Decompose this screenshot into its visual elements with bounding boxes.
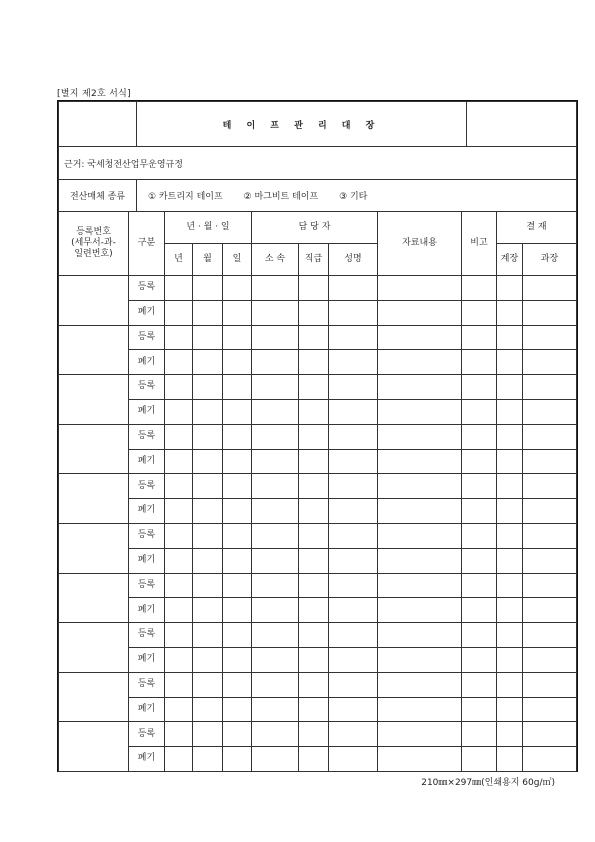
month-cell[interactable]: [193, 325, 223, 350]
manager-sign-cell[interactable]: [523, 722, 577, 747]
year-cell[interactable]: [165, 350, 193, 375]
year-cell[interactable]: [165, 573, 193, 598]
division-register-label: 등록: [129, 722, 165, 747]
table-row: [59, 300, 577, 325]
manager-sign-cell[interactable]: [523, 276, 577, 301]
chief-sign-cell[interactable]: [497, 325, 523, 350]
blank-left-cell: [59, 102, 137, 147]
reg-no-cell[interactable]: [59, 375, 129, 425]
chief-sign-cell[interactable]: [497, 300, 523, 325]
content-cell[interactable]: [378, 647, 462, 672]
name-cell[interactable]: [329, 523, 378, 548]
division-register-label: 등록: [129, 474, 165, 499]
year-cell[interactable]: [165, 276, 193, 301]
header-content: 자료내용: [378, 212, 462, 276]
month-cell[interactable]: [193, 623, 223, 648]
month-cell[interactable]: [193, 598, 223, 623]
chief-sign-cell[interactable]: [497, 523, 523, 548]
rank-cell[interactable]: [299, 647, 329, 672]
manager-sign-cell[interactable]: [523, 523, 577, 548]
manager-sign-cell[interactable]: [523, 499, 577, 524]
reg-no-cell[interactable]: [59, 722, 129, 772]
remark-cell[interactable]: [462, 523, 497, 548]
division-register-label: 등록: [129, 276, 165, 301]
table-row: [59, 474, 577, 499]
day-cell[interactable]: [223, 697, 252, 722]
table-row: [59, 523, 577, 548]
reg-no-cell[interactable]: [59, 623, 129, 673]
paper-spec-note: 210㎜×297㎜(인쇄용지 60g/㎡): [421, 778, 555, 788]
remark-cell[interactable]: [462, 449, 497, 474]
name-cell[interactable]: [329, 548, 378, 573]
rank-cell[interactable]: [299, 399, 329, 424]
chief-sign-cell[interactable]: [497, 722, 523, 747]
manager-sign-cell[interactable]: [523, 399, 577, 424]
year-cell[interactable]: [165, 523, 193, 548]
name-cell[interactable]: [329, 672, 378, 697]
remark-cell[interactable]: [462, 647, 497, 672]
content-cell[interactable]: [378, 548, 462, 573]
remark-cell[interactable]: [462, 573, 497, 598]
dept-cell[interactable]: [252, 623, 299, 648]
table-row: [59, 697, 577, 722]
manager-sign-cell[interactable]: [523, 325, 577, 350]
month-cell[interactable]: [193, 697, 223, 722]
day-cell[interactable]: [223, 300, 252, 325]
reg-no-cell[interactable]: [59, 325, 129, 375]
header-reg-no-sub1: (세무서-과-: [71, 237, 116, 248]
rank-cell[interactable]: [299, 523, 329, 548]
name-cell[interactable]: [329, 623, 378, 648]
day-cell[interactable]: [223, 647, 252, 672]
table-row: [59, 399, 577, 424]
division-dispose-label: 폐기: [129, 300, 165, 325]
chief-sign-cell[interactable]: [497, 623, 523, 648]
reg-no-cell[interactable]: [59, 573, 129, 623]
header-day: 일: [223, 244, 252, 276]
reg-no-cell[interactable]: [59, 424, 129, 474]
division-register-label: 등록: [129, 672, 165, 697]
day-cell[interactable]: [223, 350, 252, 375]
year-cell[interactable]: [165, 647, 193, 672]
chief-sign-cell[interactable]: [497, 747, 523, 772]
month-cell[interactable]: [193, 375, 223, 400]
manager-sign-cell[interactable]: [523, 300, 577, 325]
dept-cell[interactable]: [252, 548, 299, 573]
manager-sign-cell[interactable]: [523, 375, 577, 400]
content-cell[interactable]: [378, 747, 462, 772]
rank-cell[interactable]: [299, 722, 329, 747]
remark-cell[interactable]: [462, 598, 497, 623]
header-reg-no-label: 등록번호: [76, 226, 111, 237]
dept-cell[interactable]: [252, 399, 299, 424]
day-cell[interactable]: [223, 424, 252, 449]
year-cell[interactable]: [165, 449, 193, 474]
division-dispose-label: 폐기: [129, 499, 165, 524]
chief-sign-cell[interactable]: [497, 449, 523, 474]
remark-cell[interactable]: [462, 672, 497, 697]
rank-cell[interactable]: [299, 300, 329, 325]
day-cell[interactable]: [223, 722, 252, 747]
rank-cell[interactable]: [299, 350, 329, 375]
remark-cell[interactable]: [462, 722, 497, 747]
day-cell[interactable]: [223, 375, 252, 400]
table-row: [59, 672, 577, 697]
reg-no-cell[interactable]: [59, 276, 129, 326]
table-row: [59, 276, 577, 301]
name-cell[interactable]: [329, 300, 378, 325]
remark-cell[interactable]: [462, 350, 497, 375]
dept-cell[interactable]: [252, 499, 299, 524]
header-person: 담 당 자: [252, 212, 378, 244]
name-cell[interactable]: [329, 424, 378, 449]
media-type-label: 전산매체 종류: [59, 180, 137, 212]
dept-cell[interactable]: [252, 672, 299, 697]
manager-sign-cell[interactable]: [523, 548, 577, 573]
dept-cell[interactable]: [252, 747, 299, 772]
table-row: [59, 598, 577, 623]
year-cell[interactable]: [165, 399, 193, 424]
year-cell[interactable]: [165, 474, 193, 499]
content-cell[interactable]: [378, 350, 462, 375]
content-cell[interactable]: [378, 375, 462, 400]
day-cell[interactable]: [223, 548, 252, 573]
day-cell[interactable]: [223, 623, 252, 648]
month-cell[interactable]: [193, 276, 223, 301]
blank-right-cell: [467, 102, 577, 147]
table-row: [59, 499, 577, 524]
chief-sign-cell[interactable]: [497, 276, 523, 301]
header-chief: 계장: [497, 244, 523, 276]
header-division: 구분: [129, 212, 165, 276]
year-cell[interactable]: [165, 325, 193, 350]
month-cell[interactable]: [193, 474, 223, 499]
month-cell[interactable]: [193, 647, 223, 672]
day-cell[interactable]: [223, 747, 252, 772]
remark-cell[interactable]: [462, 499, 497, 524]
month-cell[interactable]: [193, 350, 223, 375]
dept-cell[interactable]: [252, 697, 299, 722]
remark-cell[interactable]: [462, 548, 497, 573]
manager-sign-cell[interactable]: [523, 573, 577, 598]
basis-text: 근거: 국세청전산업무운영규정: [59, 147, 577, 180]
name-cell[interactable]: [329, 722, 378, 747]
media-type-options: [137, 180, 577, 212]
reg-no-cell[interactable]: [59, 474, 129, 524]
chief-sign-cell[interactable]: [497, 375, 523, 400]
name-cell[interactable]: [329, 276, 378, 301]
division-register-label: 등록: [129, 375, 165, 400]
table-row: [59, 722, 577, 747]
remark-cell[interactable]: [462, 375, 497, 400]
chief-sign-cell[interactable]: [497, 424, 523, 449]
content-cell[interactable]: [378, 499, 462, 524]
dept-cell[interactable]: [252, 523, 299, 548]
year-cell[interactable]: [165, 623, 193, 648]
remark-cell[interactable]: [462, 474, 497, 499]
name-cell[interactable]: [329, 747, 378, 772]
name-cell[interactable]: [329, 375, 378, 400]
manager-sign-cell[interactable]: [523, 747, 577, 772]
header-year: 년: [165, 244, 193, 276]
year-cell[interactable]: [165, 722, 193, 747]
year-cell[interactable]: [165, 424, 193, 449]
remark-cell[interactable]: [462, 300, 497, 325]
remark-cell[interactable]: [462, 276, 497, 301]
header-approval: 결 재: [497, 212, 577, 244]
header-reg-no: [59, 212, 129, 276]
content-cell[interactable]: [378, 573, 462, 598]
month-cell[interactable]: [193, 672, 223, 697]
name-cell[interactable]: [329, 499, 378, 524]
year-cell[interactable]: [165, 672, 193, 697]
month-cell[interactable]: [193, 747, 223, 772]
table-row: [59, 424, 577, 449]
form-header-table: [58, 101, 577, 212]
name-cell[interactable]: [329, 325, 378, 350]
manager-sign-cell[interactable]: [523, 697, 577, 722]
year-cell[interactable]: [165, 697, 193, 722]
rank-cell[interactable]: [299, 375, 329, 400]
form-title: 테 이 프 관 리 대 장: [137, 102, 467, 147]
media-option-magnetic: ② 마그비트 테이프: [243, 192, 319, 202]
rank-cell[interactable]: [299, 424, 329, 449]
chief-sign-cell[interactable]: [497, 697, 523, 722]
content-cell[interactable]: [378, 399, 462, 424]
dept-cell[interactable]: [252, 573, 299, 598]
name-cell[interactable]: [329, 697, 378, 722]
table-row: [59, 325, 577, 350]
month-cell[interactable]: [193, 548, 223, 573]
rank-cell[interactable]: [299, 697, 329, 722]
chief-sign-cell[interactable]: [497, 399, 523, 424]
header-remark: 비고: [462, 212, 497, 276]
rank-cell[interactable]: [299, 474, 329, 499]
content-cell[interactable]: [378, 449, 462, 474]
name-cell[interactable]: [329, 598, 378, 623]
division-dispose-label: 폐기: [129, 598, 165, 623]
remark-cell[interactable]: [462, 697, 497, 722]
chief-sign-cell[interactable]: [497, 548, 523, 573]
content-cell[interactable]: [378, 598, 462, 623]
chief-sign-cell[interactable]: [497, 474, 523, 499]
dept-cell[interactable]: [252, 598, 299, 623]
name-cell[interactable]: [329, 647, 378, 672]
manager-sign-cell[interactable]: [523, 672, 577, 697]
dept-cell[interactable]: [252, 449, 299, 474]
division-dispose-label: 폐기: [129, 647, 165, 672]
rank-cell[interactable]: [299, 325, 329, 350]
dept-cell[interactable]: [252, 647, 299, 672]
day-cell[interactable]: [223, 399, 252, 424]
division-dispose-label: 폐기: [129, 697, 165, 722]
division-dispose-label: 폐기: [129, 399, 165, 424]
dept-cell[interactable]: [252, 350, 299, 375]
table-row: [59, 449, 577, 474]
rank-cell[interactable]: [299, 449, 329, 474]
table-row: [59, 350, 577, 375]
chief-sign-cell[interactable]: [497, 647, 523, 672]
manager-sign-cell[interactable]: [523, 474, 577, 499]
dept-cell[interactable]: [252, 474, 299, 499]
chief-sign-cell[interactable]: [497, 499, 523, 524]
tape-ledger-table: [58, 211, 577, 772]
division-dispose-label: 폐기: [129, 350, 165, 375]
form-number-label: [별지 제2호 서식]: [57, 89, 131, 99]
header-manager: 과장: [523, 244, 577, 276]
name-cell[interactable]: [329, 474, 378, 499]
day-cell[interactable]: [223, 523, 252, 548]
month-cell[interactable]: [193, 573, 223, 598]
content-cell[interactable]: [378, 623, 462, 648]
month-cell[interactable]: [193, 722, 223, 747]
dept-cell[interactable]: [252, 300, 299, 325]
manager-sign-cell[interactable]: [523, 350, 577, 375]
table-row: [59, 647, 577, 672]
header-dept: 소 속: [252, 244, 299, 276]
day-cell[interactable]: [223, 449, 252, 474]
division-register-label: 등록: [129, 523, 165, 548]
remark-cell[interactable]: [462, 399, 497, 424]
day-cell[interactable]: [223, 598, 252, 623]
remark-cell[interactable]: [462, 623, 497, 648]
division-register-label: 등록: [129, 623, 165, 648]
day-cell[interactable]: [223, 276, 252, 301]
chief-sign-cell[interactable]: [497, 672, 523, 697]
year-cell[interactable]: [165, 300, 193, 325]
division-register-label: 등록: [129, 424, 165, 449]
rank-cell[interactable]: [299, 598, 329, 623]
table-row: [59, 548, 577, 573]
month-cell[interactable]: [193, 399, 223, 424]
name-cell[interactable]: [329, 399, 378, 424]
month-cell[interactable]: [193, 424, 223, 449]
division-dispose-label: 폐기: [129, 747, 165, 772]
day-cell[interactable]: [223, 573, 252, 598]
division-register-label: 등록: [129, 573, 165, 598]
dept-cell[interactable]: [252, 722, 299, 747]
manager-sign-cell[interactable]: [523, 449, 577, 474]
year-cell[interactable]: [165, 375, 193, 400]
year-cell[interactable]: [165, 548, 193, 573]
content-cell[interactable]: [378, 722, 462, 747]
content-cell[interactable]: [378, 474, 462, 499]
name-cell[interactable]: [329, 449, 378, 474]
month-cell[interactable]: [193, 449, 223, 474]
remark-cell[interactable]: [462, 325, 497, 350]
manager-sign-cell[interactable]: [523, 623, 577, 648]
day-cell[interactable]: [223, 499, 252, 524]
rank-cell[interactable]: [299, 573, 329, 598]
year-cell[interactable]: [165, 598, 193, 623]
manager-sign-cell[interactable]: [523, 598, 577, 623]
reg-no-cell[interactable]: [59, 672, 129, 722]
rank-cell[interactable]: [299, 548, 329, 573]
content-cell[interactable]: [378, 424, 462, 449]
day-cell[interactable]: [223, 325, 252, 350]
header-rank: 직급: [299, 244, 329, 276]
division-dispose-label: 폐기: [129, 449, 165, 474]
reg-no-cell[interactable]: [59, 523, 129, 573]
content-cell[interactable]: [378, 300, 462, 325]
content-cell[interactable]: [378, 325, 462, 350]
media-option-cartridge: ① 카트리지 테이프: [148, 192, 223, 202]
content-cell[interactable]: [378, 276, 462, 301]
table-row: [59, 623, 577, 648]
day-cell[interactable]: [223, 474, 252, 499]
remark-cell[interactable]: [462, 747, 497, 772]
ledger-form: [57, 100, 578, 772]
header-reg-no-sub2: 일련번호): [74, 249, 113, 260]
day-cell[interactable]: [223, 672, 252, 697]
name-cell[interactable]: [329, 350, 378, 375]
chief-sign-cell[interactable]: [497, 573, 523, 598]
header-month: 월: [193, 244, 223, 276]
month-cell[interactable]: [193, 300, 223, 325]
division-register-label: 등록: [129, 325, 165, 350]
header-date: 년 · 월 · 일: [165, 212, 252, 244]
media-option-other: ③ 기타: [339, 192, 368, 202]
rank-cell[interactable]: [299, 276, 329, 301]
remark-cell[interactable]: [462, 424, 497, 449]
header-name: 성명: [329, 244, 378, 276]
month-cell[interactable]: [193, 499, 223, 524]
division-dispose-label: 폐기: [129, 548, 165, 573]
rank-cell[interactable]: [299, 747, 329, 772]
dept-cell[interactable]: [252, 424, 299, 449]
manager-sign-cell[interactable]: [523, 424, 577, 449]
manager-sign-cell[interactable]: [523, 647, 577, 672]
table-row: [59, 747, 577, 772]
table-row: [59, 375, 577, 400]
month-cell[interactable]: [193, 523, 223, 548]
year-cell[interactable]: [165, 747, 193, 772]
content-cell[interactable]: [378, 672, 462, 697]
dept-cell[interactable]: [252, 375, 299, 400]
rank-cell[interactable]: [299, 623, 329, 648]
chief-sign-cell[interactable]: [497, 350, 523, 375]
year-cell[interactable]: [165, 499, 193, 524]
table-row: [59, 573, 577, 598]
dept-cell[interactable]: [252, 276, 299, 301]
content-cell[interactable]: [378, 697, 462, 722]
content-cell[interactable]: [378, 523, 462, 548]
rank-cell[interactable]: [299, 499, 329, 524]
dept-cell[interactable]: [252, 325, 299, 350]
chief-sign-cell[interactable]: [497, 598, 523, 623]
name-cell[interactable]: [329, 573, 378, 598]
rank-cell[interactable]: [299, 672, 329, 697]
